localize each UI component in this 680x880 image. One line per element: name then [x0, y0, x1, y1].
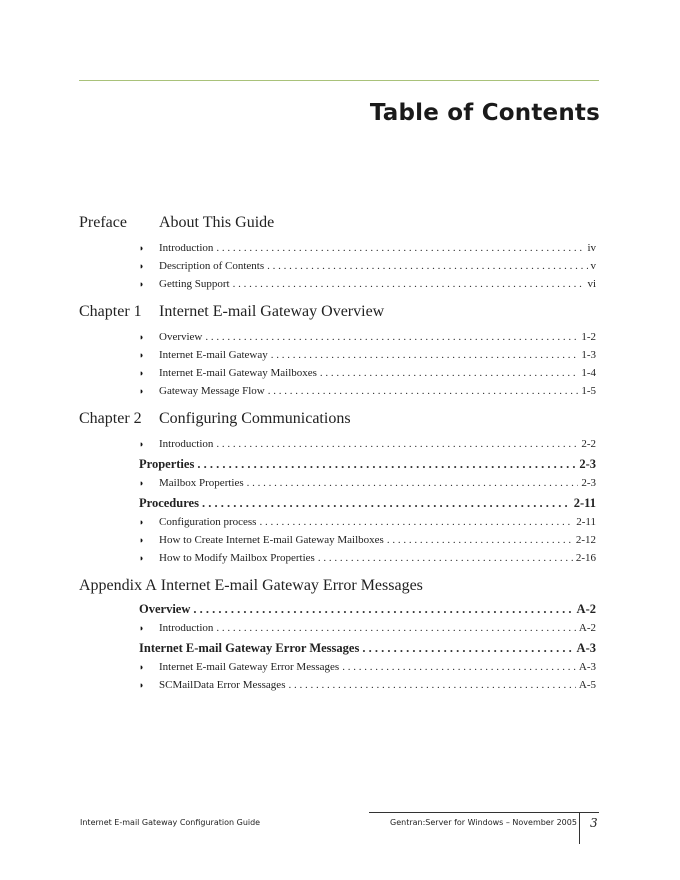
- bullet-icon: ◗: [139, 553, 145, 563]
- bullet-icon: ◗: [139, 350, 145, 360]
- dot-leader: [216, 621, 576, 635]
- entry-text: Introduction: [159, 242, 214, 254]
- dot-leader: [288, 678, 575, 692]
- dot-leader: [342, 660, 576, 674]
- bullet-icon: ◗: [139, 261, 145, 271]
- subheading-page: 2-3: [579, 457, 596, 471]
- entry-text: Overview: [159, 331, 203, 343]
- dot-leader: [233, 277, 585, 291]
- toc-subheading[interactable]: [139, 457, 596, 471]
- bullet-icon: ◗: [139, 368, 145, 378]
- entry-page: v: [590, 260, 596, 272]
- section-title: Internet E-mail Gateway Error Messages: [160, 577, 423, 594]
- entry-page: 2-16: [575, 552, 596, 564]
- section-label: Chapter 1: [79, 303, 142, 320]
- dot-leader: [216, 241, 584, 255]
- toc-entry[interactable]: [139, 660, 596, 674]
- dot-leader: [271, 348, 579, 362]
- section-heading-chapter-2: [79, 410, 351, 428]
- section-title: Configuring Communications: [159, 410, 351, 427]
- toc-entry[interactable]: [139, 515, 596, 529]
- toc-entry[interactable]: [139, 330, 596, 344]
- entry-page: A-3: [578, 661, 596, 673]
- footer-rule: [369, 812, 599, 813]
- toc-entry[interactable]: [139, 678, 596, 692]
- bullet-icon: ◗: [139, 517, 145, 527]
- dot-leader: [267, 259, 587, 273]
- entry-text: Description of Contents: [159, 260, 265, 272]
- entry-text: Introduction: [159, 438, 214, 450]
- footer-product-date: Gentran:Server for Windows – November 2005: [390, 818, 577, 827]
- section-label: Preface: [79, 214, 127, 231]
- section-title: About This Guide: [159, 214, 275, 231]
- bullet-icon: ◗: [139, 680, 145, 690]
- toc-entry[interactable]: [139, 551, 596, 565]
- subheading-page: A-2: [576, 602, 596, 616]
- entry-page: 1-2: [581, 331, 596, 343]
- toc-subheading[interactable]: [139, 496, 596, 510]
- entry-text: Introduction: [159, 622, 214, 634]
- toc-entry[interactable]: [139, 476, 596, 490]
- footer-page-number: 3: [590, 816, 598, 830]
- page-title: Table of Contents: [369, 100, 600, 126]
- footer-guide-title: Internet E-mail Gateway Configuration Guide: [80, 818, 261, 827]
- entry-page: A-5: [578, 679, 596, 691]
- bullet-icon: ◗: [139, 386, 145, 396]
- dot-leader: [362, 641, 573, 655]
- bullet-icon: ◗: [139, 279, 145, 289]
- toc-entry[interactable]: [139, 277, 596, 291]
- subheading-text: Overview: [139, 602, 191, 616]
- section-heading-appendix-a: [79, 577, 423, 595]
- subheading-text: Internet E-mail Gateway Error Messages: [139, 641, 360, 655]
- toc-entry[interactable]: [139, 621, 596, 635]
- section-label: Chapter 2: [79, 410, 142, 427]
- entry-text: Internet E-mail Gateway: [159, 349, 268, 361]
- dot-leader: [205, 330, 578, 344]
- bullet-icon: ◗: [139, 332, 145, 342]
- entry-text: How to Modify Mailbox Properties: [159, 552, 315, 564]
- entry-page: 2-11: [576, 516, 596, 528]
- bullet-icon: ◗: [139, 535, 145, 545]
- subheading-page: A-3: [576, 641, 596, 655]
- bullet-icon: ◗: [139, 662, 145, 672]
- footer-divider: [579, 812, 580, 844]
- bullet-icon: ◗: [139, 623, 145, 633]
- bullet-icon: ◗: [139, 478, 145, 488]
- section-heading-chapter-1: [79, 303, 384, 321]
- dot-leader: [216, 437, 578, 451]
- entry-text: How to Create Internet E-mail Gateway Mailboxes: [159, 534, 384, 546]
- dot-leader: [193, 602, 573, 616]
- entry-text: Getting Support: [159, 278, 230, 290]
- toc-entry[interactable]: [139, 241, 596, 255]
- toc-entry[interactable]: [139, 384, 596, 398]
- entry-page: A-2: [578, 622, 596, 634]
- bullet-icon: ◗: [139, 243, 145, 253]
- header-rule: [79, 80, 599, 81]
- toc-subheading[interactable]: [139, 641, 596, 655]
- subheading-page: 2-11: [573, 496, 596, 510]
- toc-entry[interactable]: [139, 259, 596, 273]
- entry-text: SCMailData Error Messages: [159, 679, 286, 691]
- dot-leader: [247, 476, 579, 490]
- subheading-text: Properties: [139, 457, 195, 471]
- entry-text: Internet E-mail Gateway Error Messages: [159, 661, 340, 673]
- toc-entry[interactable]: [139, 348, 596, 362]
- section-label: Appendix A: [79, 577, 157, 594]
- subheading-text: Procedures: [139, 496, 199, 510]
- entry-text: Internet E-mail Gateway Mailboxes: [159, 367, 317, 379]
- dot-leader: [318, 551, 573, 565]
- entry-text: Configuration process: [159, 516, 257, 528]
- dot-leader: [387, 533, 573, 547]
- dot-leader: [320, 366, 578, 380]
- dot-leader: [197, 457, 576, 471]
- toc-entry[interactable]: [139, 533, 596, 547]
- entry-page: 1-3: [581, 349, 596, 361]
- entry-text: Gateway Message Flow: [159, 385, 265, 397]
- bullet-icon: ◗: [139, 439, 145, 449]
- toc-entry[interactable]: [139, 437, 596, 451]
- entry-page: 1-4: [581, 367, 596, 379]
- entry-page: vi: [587, 278, 596, 290]
- entry-page: 1-5: [581, 385, 596, 397]
- section-heading-preface: [79, 214, 274, 232]
- entry-page: 2-3: [581, 477, 596, 489]
- dot-leader: [259, 515, 573, 529]
- entry-text: Mailbox Properties: [159, 477, 244, 489]
- toc-subheading[interactable]: [139, 602, 596, 616]
- entry-page: 2-2: [581, 438, 596, 450]
- toc-entry[interactable]: [139, 366, 596, 380]
- dot-leader: [268, 384, 579, 398]
- entry-page: iv: [587, 242, 596, 254]
- dot-leader: [202, 496, 571, 510]
- entry-page: 2-12: [575, 534, 596, 546]
- section-title: Internet E-mail Gateway Overview: [159, 303, 385, 320]
